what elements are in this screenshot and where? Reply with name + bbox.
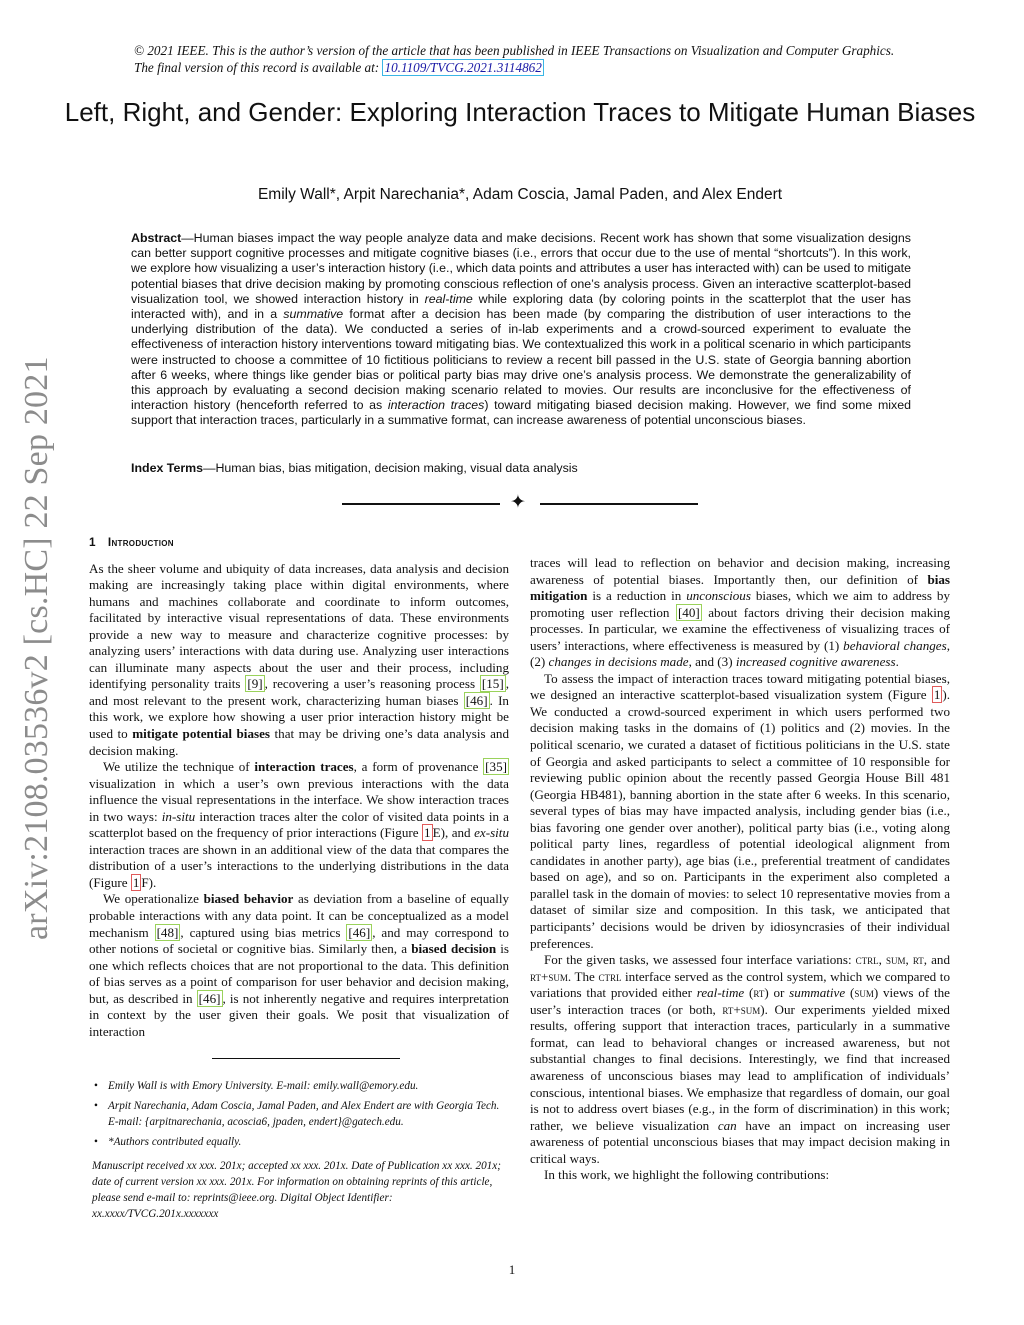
page-number: 1 bbox=[508, 1262, 516, 1277]
citation-link[interactable]: [40] bbox=[677, 604, 700, 620]
figure-link[interactable]: 1 bbox=[933, 687, 941, 703]
divider-line-right bbox=[540, 503, 698, 505]
paragraph: We utilize the technique of interaction traces, a form of provenance [35] visualization in which a user’s own previous interactions with the data influence the visual representations in the interface. We show interaction traces in two ways: in-situ interaction traces alter the color of visited data points in a scatterplot based on the frequency of prior interactions (Figure 1 E), and ex-situ interaction traces are shown in an additional view of the data that compares the distribution of a user’s interactions to the underlying distributions in the data (Figure 1 F). bbox=[89, 759, 509, 890]
citation-link[interactable]: [9] bbox=[247, 676, 263, 692]
abstract-label: Abstract bbox=[131, 231, 182, 245]
figure-link[interactable]: 1 bbox=[132, 874, 140, 890]
citation-link[interactable]: [46] bbox=[465, 692, 488, 708]
citation-link[interactable]: [15] bbox=[481, 676, 504, 692]
copyright-text: © 2021 IEEE. This is the author’s version of the article that has been published in IEEE Transactions on Visualization and Computer Graphics. The final version of this record is available at: bbox=[134, 43, 895, 75]
paragraph: To assess the impact of interaction traces toward mitigating potential biases, we designed an interactive scatterplot-based visualization system (Figure 1 ). We conducted a crowd-sourced experiment in which users performed two decision making tasks in the domains of (1) politics and (2) movies. In the political scenario, we curated a dataset of fictitious politicians in the U.S. state of Georgia and asked participants to select a committee of 10 responsible for reviewing public opinion about the recently passed Georgia House Bill 481 (Georgia HB481), banning abortion in the state after 6 weeks. In this scenario, several types of bias may have impacted analysis, including gender bias (i.e., bias favoring one gender over another), political party bias (i.e., voting along political party lines, regardless of potential ideological alignment from candidates in another party), age bias (i.e., preferential treatment of candidates based on age), and so on. Participants in the experiment also completed a parallel task in the domain of movies: to select 10 representative movies from a dataset of similar size and composition. In this task, we anticipated that participants’ decisions would be driven by idiosyncrasies of their individual preferences. bbox=[530, 670, 950, 951]
paragraph: For the given tasks, we assessed four interface variations: ctrl, sum, rt, and rt+sum. The ctrl interface served as the control system, which we compared to variations that provided either real-time (rt) or summative (sum) views of the user’s interaction traces (or both, rt+sum). Our experiments yielded mixed results, offering support that interaction traces, particularly in a summative format, can lead to behavioral changes or increased awareness, but not substantial changes to final decisions. Interestingly, we find that increased awareness of unconscious biases may lead to amplification of individuals’ conscious, intentional biases. We emphasize that regardless of domain, our goal is not to address overt biases (e.g., in the form of discrimination) in this work; rather, we believe visualization can have an impact on increasing user awareness of potential unconscious biases that may impact decision making in critical ways. bbox=[530, 952, 951, 1166]
divider-diamond-icon: ✦ bbox=[510, 492, 526, 513]
footnotes bbox=[92, 1078, 512, 1222]
index-terms-label: Index Terms bbox=[131, 461, 204, 475]
figure-link[interactable]: 1 bbox=[424, 825, 431, 841]
arxiv-identifier: arXiv:2108.03536v2 [cs.HC] 22 Sep 2021 bbox=[18, 356, 55, 940]
manuscript-note: Manuscript received xx xxx. 201x; accepted xx xxx. 201x. Date of Publication xx xxx. 201x; date of current version xx xxx. 201x. For information on obtaining reprints of this article, please send e-mail to: reprints@ieee.org. Digital Object Identifier: xx.xxxx/TVCG.201x.xxxxxxx bbox=[92, 1160, 501, 1220]
section-heading: 1 Introduction bbox=[89, 535, 174, 549]
citation-link[interactable]: [48] bbox=[156, 924, 179, 940]
footnote-item: • Emily Wall is with Emory University. E-mail: emily.wall@emory.edu. bbox=[92, 1078, 512, 1094]
copyright-notice bbox=[134, 42, 904, 76]
abstract: Abstract—Human biases impact the way people analyze data and make decisions. Recent work has shown that some visualization designs can better support cognitive processes and mitigate cognitive biases (i.e., errors that occur due to the use of mental “shortcuts”). In this work, we explore how visualizing a user’s interaction history (i.e., which data points and attributes a user has interacted with) can be used to mitigate potential biases that drive decision making by promoting conscious reflection of one’s analysis process. Given an interactive scatterplot-based visualization tool, we showed interaction history in real-time while exploring data (by coloring points in the scatterplot that the user has interacted with), and in a summative format after a decision has been made (by comparing the distribution of user interactions to the underlying distribution of the data). We conducted a series of in-lab experiments and a crowd-sourced experiment to evaluate the effectiveness of interaction history interventions toward mitigating bias. We contextualized this work in a political scenario in which participants were instructed to choose a committee of 10 fictitious politicians to review a recent bill passed in the U.S. state of Georgia banning abortion after 6 weeks, where things like gender bias or political party bias may drive one’s analysis process. We demonstrate the generalizability of this approach by evaluating a second decision making scenario related to movies. Our results are inconclusive for the effectiveness of interaction history (henceforth referred to as interaction traces) toward mitigating biased decision making. However, we find some mixed support that interaction traces, particularly in a summative format, can increase awareness of potential unconscious biases. bbox=[131, 231, 911, 428]
index-terms: Index Terms—Human bias, bias mitigation, decision making, visual data analysis bbox=[131, 461, 578, 475]
author-list: Emily Wall*, Arpit Narechania*, Adam Coscia, Jamal Paden, and Alex Endert bbox=[257, 186, 783, 203]
paper-title: Left, Right, and Gender: Exploring Interaction Traces to Mitigate Human Biases bbox=[64, 97, 976, 127]
right-column bbox=[530, 555, 950, 1184]
citation-link[interactable]: [35] bbox=[485, 759, 507, 775]
footnote-rule bbox=[212, 1058, 400, 1059]
section-divider bbox=[342, 494, 698, 514]
footnote-item: • *Authors contributed equally. bbox=[92, 1134, 512, 1150]
paragraph: traces will lead to reflection on behavior and decision making, increasing awareness of potential biases. Importantly then, our definition of bias mitigation is a reduction in unconscious biases, which we aim to address by promoting user reflection [40] about factors driving their decision making processes. In particular, we examine the effectiveness of visualizing traces of users’ interactions, where effectiveness is measured by (1) behavioral changes, (2) changes in decisions made, and (3) increased cognitive awareness. bbox=[530, 555, 950, 670]
footnote-item: • Arpit Narechania, Adam Coscia, Jamal Paden, and Alex Endert are with Georgia Tech. E-mail: {arpitnarechania, acoscia6, jpaden, endert}@gatech.edu. bbox=[92, 1098, 512, 1130]
paragraph: We operationalize biased behavior as deviation from a baseline of equally probable interactions with any data point. It can be conceptualized as a model mechanism [48] , captured using bias metrics [46] , and may correspond to other notions of societal or cognitive bias. Similarly then, a biased decision is one which reflects choices that are not proportional to the data. This definition of bias serves as a point of comparison for user behavior and decision making, but, as described in [46] , is not inherently negative and requires interpretation in context by the user given their goals. We posit that visualization of interaction bbox=[89, 891, 510, 1039]
doi-link[interactable]: 10.1109/TVCG.2021.3114862 bbox=[384, 60, 542, 75]
left-column bbox=[89, 530, 509, 1040]
citation-link[interactable]: [46] bbox=[198, 990, 221, 1006]
paragraph: As the sheer volume and ubiquity of data increases, data analysis and decision making are increasingly taking place within digital environments, where humans and machines collaborate and coordinate to inform outcomes, facilitated by interactive visual representations of data. These environments provide a new way to measure and characterize cognitive processes: by analyzing users’ interactions with data during use. Analyzing user interactions can illuminate many aspects about the user and their process, including identifying personality traits [9] , recovering a user’s reasoning process [15] , and most relevant to the present work, characterizing human biases [46] . In this work, we explore how showing a user prior interaction history might be used to mitigate potential biases that may be driving one’s data analysis and decision making. bbox=[89, 560, 509, 758]
paragraph: In this work, we highlight the following contributions: bbox=[544, 1167, 830, 1183]
divider-line-left bbox=[342, 503, 500, 505]
citation-link[interactable]: [46] bbox=[348, 924, 371, 940]
